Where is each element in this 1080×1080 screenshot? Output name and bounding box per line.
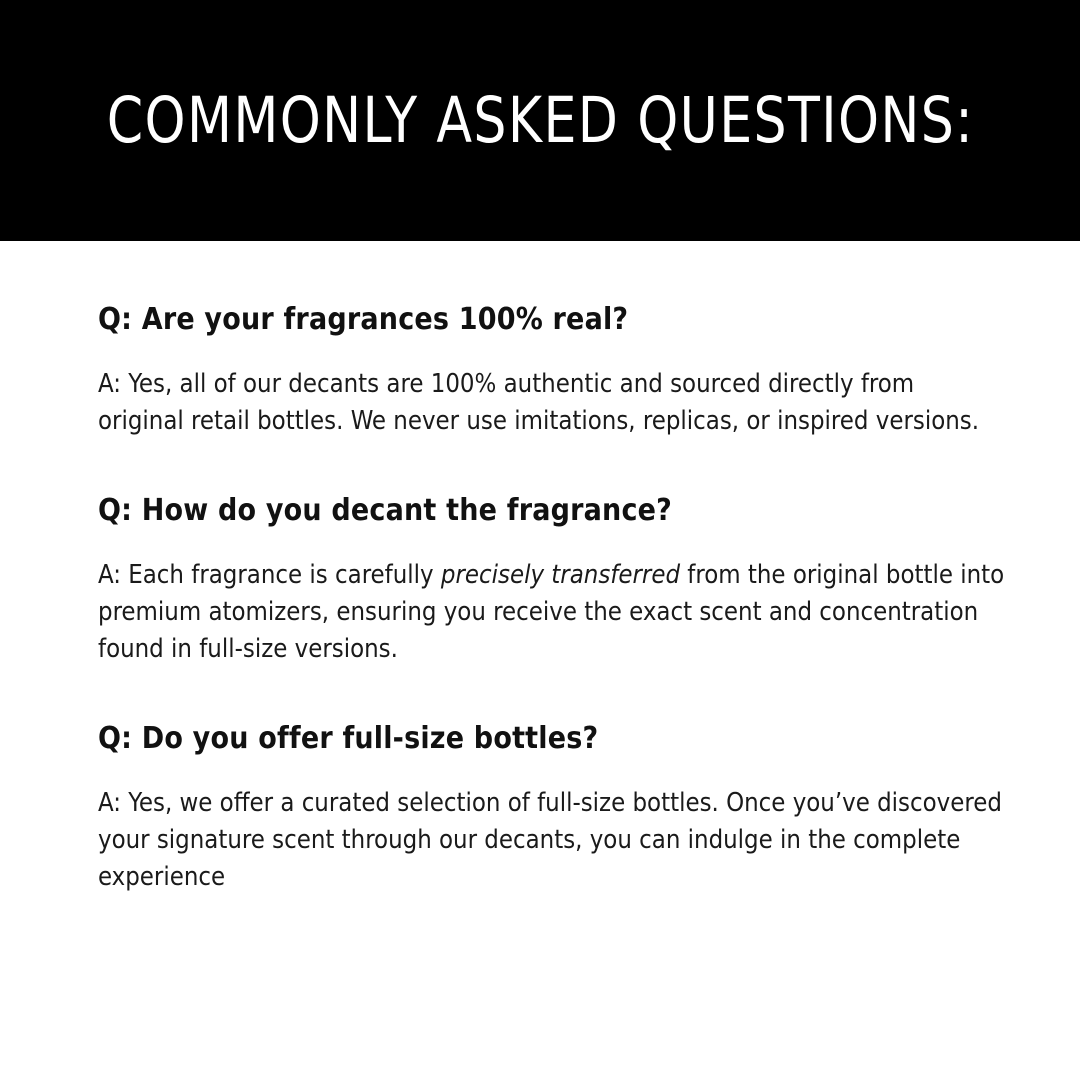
faq-list [0,241,1080,1080]
page-title: COMMONLY ASKED QUESTIONS: [106,84,974,157]
faq-item [98,494,1005,668]
faq-item [98,303,1005,440]
faq-answer-text-after: from the original bottle into premium atomizers, ensuring you receive the exact scent and concentration found in full-size versions. [98,559,1005,664]
faq-question: Q: Are your fragrances 100% real? [98,302,629,337]
header-banner [0,0,1080,241]
faq-question: Q: Do you offer full-size bottles? [98,720,599,756]
faq-answer-text-before: A: Yes, all of our decants are 100% authentic and sourced directly from original retail bottles. We never use imitations, replicas, or inspired versions. [98,369,980,436]
faq-answer [98,366,1005,440]
faq-answer [98,785,1005,896]
faq-answer-text-before: A: Each fragrance is carefully [98,559,441,590]
faq-question: Q: How do you decant the fragrance? [98,492,673,528]
faq-item [98,722,1005,896]
faq-answer [98,557,1005,668]
faq-answer-emphasis: precisely transferred [440,559,681,590]
faq-answer-text-before: A: Yes, we offer a curated selection of full-size bottles. Once you’ve discovered your signature scent through our decants, you can indulge in the complete experience [98,787,1002,892]
